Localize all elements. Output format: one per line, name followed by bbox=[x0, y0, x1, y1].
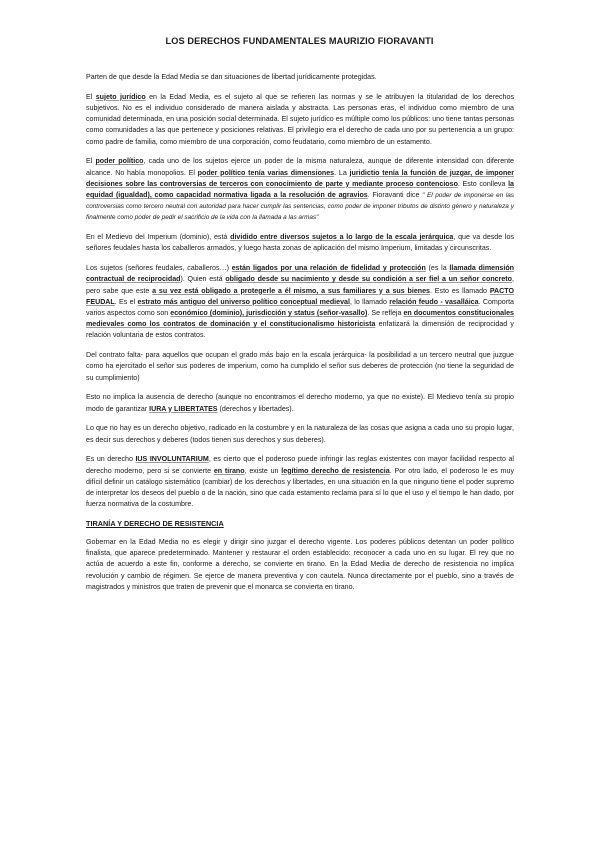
emphasized-text: PACTO FEUDAL bbox=[86, 286, 514, 306]
text-run: . Comporta varios aspectos como son bbox=[86, 297, 515, 318]
text-run: (derechos y libertades). bbox=[217, 404, 294, 413]
paragraph-imperium bbox=[86, 232, 514, 254]
emphasized-text: en documentos constitucionales medievales como los contratos de dominación y el constitucionalismo historicista bbox=[86, 309, 514, 329]
emphasized-text: legítimo derecho de resistencia bbox=[281, 466, 390, 475]
text-run: En el Medievo del Imperium (dominio), está bbox=[86, 233, 231, 242]
paragraph-derecho-objetivo bbox=[86, 423, 514, 445]
text-run: Es un derecho bbox=[86, 455, 136, 464]
emphasized-text: IURA y LIBERTATES bbox=[149, 404, 218, 413]
paragraph-pacto-feudal bbox=[86, 263, 514, 341]
text-run: en la Edad Media, es el sujeto al que se refieren las normas y se le atribuyen la titularidad de los derechos subjetivos. No es el individuo considerado de manera aislada y abstracta. Las personas eras, el individuo como miembro de una comunidad determinada, en una posición social determinada. El sujeto jurídico es múltiple como los públicos: uno tiene tantas personas como comunidades a las que pertenece y posiciones relativas. El privilegio era el derecho de cada uno por su pertenencia a un grupo: como padre de familia, como miembro de una corporación, como feudatario, como miembro de un estamento. bbox=[86, 92, 514, 146]
text-run: . Esto conlleva bbox=[457, 179, 509, 188]
paragraph-poder-politico bbox=[86, 156, 514, 223]
emphasized-text: económico (dominio), jurisdicción y status (señor-vasallo) bbox=[170, 309, 368, 318]
text-run: , cada uno de los sujetos ejerce un poder de la misma naturaleza, aunque de diferente intensidad con diferente alcance. No había monopolios. El bbox=[86, 157, 514, 177]
text-run: . Por otro lado, el poderoso le es muy difícil definir un catálogo sistemático (cambiar) de los derechos y libertades, en una situación en la que ninguno tiene el poder supremo de interpretar los deseos del pueblo o de la nación, sino que cada estamento reclama para sí lo que el uso y el tiempo le han dado, por fuerza normativa de la costumbre. bbox=[86, 466, 515, 509]
text-run: . Esto es llamado bbox=[430, 286, 490, 295]
text-run: , pero sabe que este bbox=[86, 275, 514, 295]
paragraph-sujeto-juridico bbox=[86, 92, 514, 148]
emphasized-text: poder político tenía varias dimensiones bbox=[197, 168, 335, 177]
text-run: , es cierto que el poderoso puede infringir las reglas existentes con mayor facilidad respecto al derecho moderno, pero si se convierte bbox=[86, 455, 514, 475]
emphasized-text: obligado desde su nacimiento y desde su condición a ser fiel a un señor concreto bbox=[225, 275, 513, 284]
text-run: Parten de que desde la Edad Media se dan situaciones de libertad jurídicamente protegidas. bbox=[86, 73, 377, 81]
quoted-text: " El poder de imponerse en las controversias como tercero neutral con autoridad para hacer cumplir las sentencias, como poder de imponer tributos de distinto género y naturaleza y finalmente como poder de pedir el sacrificio de la vida con la llamada a las armas" bbox=[86, 192, 515, 222]
emphasized-text: llamada dimensión contractual de reciprocidad bbox=[86, 264, 514, 284]
document-body bbox=[86, 72, 514, 602]
text-run: . Se refleja bbox=[367, 309, 404, 318]
section-heading: TIRANÍA Y DERECHO DE RESISTENCIA bbox=[86, 519, 224, 529]
paragraph-contrato bbox=[86, 350, 514, 384]
emphasized-text: sujeto jurídico bbox=[95, 92, 146, 101]
text-run: . Fioravanti dice bbox=[367, 191, 423, 200]
text-run: , lo llamado bbox=[349, 297, 390, 306]
emphasized-text: IUS INVOLUNTARIUM bbox=[135, 455, 209, 464]
emphasized-text: la equidad (igualdad), como capacidad normativa ligada a la resolución de agravios bbox=[86, 179, 514, 200]
text-run: enfatizará la dimensión de reciprocidad y relación voluntaria de estos contratos. bbox=[86, 320, 514, 340]
text-run: ). Quien está bbox=[180, 275, 226, 284]
text-run: El bbox=[86, 157, 96, 166]
emphasized-text: dividido entre diversos sujetos a lo largo de la escala jerárquica bbox=[230, 233, 454, 242]
emphasized-text: en tirano bbox=[213, 466, 245, 475]
document-title: LOS DERECHOS FUNDAMENTALES MAURIZIO FIORAVANTI bbox=[165, 36, 434, 46]
emphasized-text: juridictio tenía la función de juzgar, de imponer decisiones sobre las controversias de terceros con conocimiento de parte y mediante proceso contencioso bbox=[86, 168, 515, 188]
paragraph-iura-libertates bbox=[86, 392, 514, 414]
text-run: Esto no implica la ausencia de derecho (aunque no encontramos el derecho moderno, ya que no existe). El Medievo tenía su propio modo de garantizar bbox=[86, 393, 514, 413]
text-run: . La bbox=[334, 168, 350, 177]
paragraph-gobernar bbox=[86, 537, 514, 593]
text-run: . Es el bbox=[114, 297, 138, 306]
emphasized-text: estrato más antiguo del universo político conceptual medieval bbox=[137, 297, 350, 306]
text-run: , existe un bbox=[244, 466, 282, 475]
emphasized-text: relación feudo - vasalláica bbox=[389, 297, 479, 306]
text-run: Del contrato falta- para aquellos que ocupan el grado más bajo en la escala jerárquica- la posibilidad a un tercero neutral que juzgue como ha ejercitado el señor sus poderes de imperium, como ha cumplido el señor sus deberes de protección (no tiene la seguridad de su cumplimiento) bbox=[86, 351, 514, 382]
text-run: Los sujetos (señores feudales, caballeros…) bbox=[86, 264, 232, 273]
text-run: (es la bbox=[425, 264, 450, 273]
emphasized-text: están ligados por una relación de fidelidad y protección bbox=[231, 264, 426, 273]
text-run: Lo que no hay es un derecho objetivo, radicado en la costumbre y en la naturaleza de las cosas que asigna a cada uno su propio lugar, es decir sus derechos y deberes (todos tienen sus derechos y sus deberes). bbox=[86, 424, 514, 444]
text-run: Gobernar en la Edad Media no es elegir y dirigir sino juzgar el derecho vigente. Los poderes públicos detentan un poder político finalista, que aparece predeterminado. Mantener y restaurar el orden establecido: reconocer a cada uno en su lugar. El rey que no actúa de acuerdo a este fin, conforme a derecho, se convierte en tirano. En la Edad Media de derecho de resistencia no implica revolución y cambio de régimen. Se ejerce de manera preventiva y con cautela. Nunca directamente por el pueblo, sino a través de magistrados y ministros que traten de prevenir que el monarca se convierta en tirano. bbox=[86, 538, 514, 591]
paragraph-ius-involuntarium bbox=[86, 454, 514, 510]
emphasized-text: a su vez está obligado a protegerle a él mismo, a sus familiares y a sus bienes bbox=[152, 286, 430, 295]
text-run: , que va desde los señores feudales hasta los caballeros armados, y luego hasta zonas de aplicación del mismo Imperium, limitadas y circunscritas. bbox=[86, 233, 514, 253]
emphasized-text: poder político bbox=[95, 157, 144, 166]
paragraph-intro bbox=[86, 72, 514, 83]
text-run: El bbox=[86, 92, 96, 101]
